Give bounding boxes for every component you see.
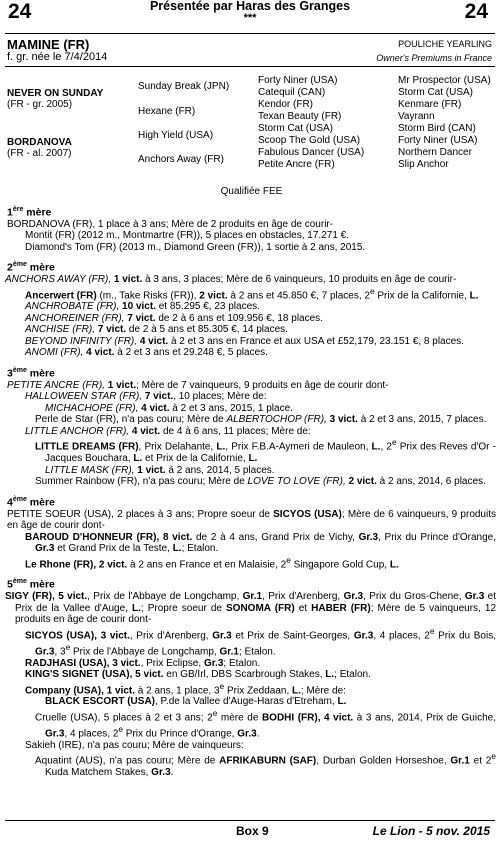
s2-produce: ANOMI (FR), 4 vict. à 2 et 3 ans et 29.248 €, 5 places. [25, 347, 268, 359]
section-1-heading: 1ère mère [7, 205, 52, 218]
s4-dam: PETITE SOEUR (USA), 2 places à 3 ans; Propre soeur de SICYOS (USA); Mère de 6 vainqueurs, 9 produits en âge de courir dont- [7, 508, 496, 532]
s2-produce: BEYOND INFINITY (FR), 4 vict. à 2 et 3 ans en France et aux USA et £52,179, 23.151 €, 8 places. [25, 335, 464, 347]
qualification: Qualifiée FEE [220, 186, 283, 197]
g3sire-2: Storm Cat (USA) [398, 87, 474, 98]
s2-dam: ANCHORS AWAY (FR), 1 vict. à 3 ans, 3 places; Mère de 6 vainqueurs, 10 produits en âge de courir- [5, 274, 457, 285]
gsire-1: Sunday Break (JPN) [138, 81, 230, 92]
g3sire-3: Kenmare (FR) [398, 99, 462, 110]
dam: BORDANOVA [7, 137, 72, 148]
g3sire-5: Storm Bird (CAN) [398, 123, 476, 134]
s4-produce: Le Rhone (FR), 2 vict. à 2 ans en France et en Malaisie, 2e Singapore Gold Cup, L. [25, 554, 399, 570]
dam-sub: (FR - al. 2007) [7, 148, 72, 159]
s2-produce: Ancerwert (FR) (m., Take Risks (FR)), 2 vict. à 2 ans et 45.850 €, 7 places, 2e Prix de la Californie, L. [25, 285, 479, 301]
lot-number-right: 24 [464, 0, 488, 23]
stars: *** [243, 12, 257, 24]
ggsire-3: Kendor (FR) [258, 99, 314, 110]
s2-produce: ANCHISE (FR), 7 vict. de 2 à 5 ans et 85.305 €, 14 places. [25, 324, 288, 336]
s3-grandproduce: Perle de Star (FR), n'a pas couru; Mère de ALBERTOCHOP (FR), 3 vict. à 2 et 3 ans, 2015, 7 places. [35, 414, 487, 426]
s5-grandproduce: BLACK ESCORT (USA), P.de la Vallee d'Auge-Haras d'Etreham, L. [45, 696, 347, 708]
ggsire-4: Texan Beauty (FR) [258, 111, 342, 122]
s1-produce: Diamond's Tom (FR) (2013 m., Diamond Green (FR)), 1 sortie à 2 ans, 2015. [25, 241, 366, 253]
sire-sub: (FR - gr. 2005) [7, 99, 73, 110]
horse-name: MAMINE (FR) [7, 37, 90, 52]
s5-produce: Sakieh (IRE), n'a pas couru; Mère de vainqueurs: [25, 739, 244, 751]
s2-produce: ANCHROBATE (FR), 10 vict. et 85.295 €, 23 places. [25, 301, 260, 313]
g3sire-4: Vayrann [398, 111, 435, 122]
divider [5, 66, 495, 67]
s3-grandproduce: LITTLE MASK (FR), 1 vict. à 2 ans, 2014, 5 places. [45, 464, 275, 476]
section-3-heading: 3ème mère [7, 366, 55, 380]
horse-desc: f. gr. née le 7/4/2014 [7, 51, 108, 63]
section-2-heading: 2ème mère [7, 261, 55, 274]
section-5-heading: 5ème mère [7, 578, 55, 591]
s3-produce: LITTLE ANCHOR (FR), 4 vict. de 4 à 6 ans, 11 places; Mère de: [25, 425, 311, 437]
ggsire-6: Scoop The Gold (USA) [258, 135, 361, 146]
s3-dam: PETITE ANCRE (FR), 1 vict.; Mère de 7 vainqueurs, 9 produits en âge de courir dont- [7, 379, 389, 391]
sire: NEVER ON SUNDAY [7, 88, 104, 99]
box-number: Box 9 [236, 824, 269, 838]
category: POULICHE YEARLING [398, 39, 492, 49]
premiums: Owner's Premiums in France [376, 53, 492, 63]
ggsire-2: Catequil (CAN) [258, 87, 326, 98]
ggsire-8: Petite Ancre (FR) [258, 159, 335, 170]
s2-produce: ANCHOREINER (FR), 7 vict. de 2 à 6 ans et 109.956 €, 18 places. [25, 312, 323, 324]
gsire-2: Hexane (FR) [138, 106, 196, 117]
consignor-title: Présentée par Haras des Granges [149, 0, 351, 13]
g3sire-8: Slip Anchor [398, 159, 449, 170]
s3-produce: HALLOWEEN STAR (FR), 7 vict., 10 places; Mère de: [25, 391, 267, 403]
gsire-4: Anchors Away (FR) [138, 154, 224, 165]
g3sire-7: Northern Dancer [398, 147, 472, 158]
gsire-3: High Yield (USA) [138, 130, 214, 141]
ggsire-1: Forty Niner (USA) [258, 75, 338, 86]
s3-grandproduce: MICHACHOPE (FR), 4 vict. à 2 et 3 ans, 2015, 1 place. [45, 402, 293, 414]
ggsire-7: Fabulous Dancer (USA) [258, 147, 365, 158]
s3-grandproduce: LITTLE DREAMS (FR), Prix Delahante, L., Prix F.B.A-Aymeri de Mauleon, L., 2e Prix des Reves d'Or - Jacques Bouchara, L. et Prix de la Californie, L. [35, 437, 497, 465]
sale-info: Le Lion - 5 nov. 2015 [372, 824, 490, 838]
s1-produce: Montit (FR) (2012 m., Montmartre (FR)), 5 places en obstacles, 17.271 €. [25, 230, 350, 241]
divider [5, 33, 495, 34]
section-4-heading: 4ème mère [7, 495, 55, 509]
divider [5, 820, 495, 821]
catalogue-body [7, 186, 496, 778]
g3sire-6: Forty Niner (USA) [398, 135, 478, 146]
s5-dam: SIGY (FR), 5 vict., Prix de l'Abbaye de Longchamp, Gr.1, Prix d'Arenberg, Gr.3, Prix du Gros-Chene, Gr.3 et Prix de la Vallee d'Auge, L.; Propre soeur de SONOMA (FR) et HABER (FR); Mère de 5 vainqueurs, 12 produits en âge de courir dont- [5, 591, 497, 626]
s1-dam: BORDANOVA (FR), 1 place à 3 ans; Mère de 2 produits en âge de courir- [7, 218, 334, 230]
s4-produce: BAROUD D'HONNEUR (FR), 8 vict. de 2 à 4 ans, Grand Prix de Vichy, Gr.3, Prix du Prince d'Orange, Gr.3 et Grand Prix de la Teste, L.; Etalon. [25, 531, 497, 555]
s5-produce: Company (USA), 1 vict. à 2 ans, 1 place, 3e Prix Zeddaan, L.; Mère de: [25, 680, 346, 696]
s5-produce: SICYOS (USA), 3 vict., Prix d'Arenberg, Gr.3 et Prix de Saint-Georges, Gr.3, 4 places, 2e Prix du Bois, Gr.3, 3e Prix de l'Abbaye de Longchamp, Gr.1; Etalon. [25, 625, 496, 658]
s5-grandproduce: Aquatint (AUS), n'a pas couru; Mère de AFRIKABURN (SAF), Durban Golden Horseshoe, Gr.1 et 2e Kuda Matchem Stakes, Gr.3. [35, 751, 496, 778]
s5-produce: RADJHASI (USA), 3 vict., Prix Eclipse, Gr.3; Etalon. [25, 657, 261, 669]
s5-grandproduce: Cruelle (USA), 5 places à 2 et 3 ans; 2e mère de BODHI (FR), 4 vict. à 3 ans, 2014, Prix de Guiche, Gr.3, 4 places, 2e Prix du Prince d'Orange, Gr.3. [35, 707, 496, 740]
g3sire-1: Mr Prospector (USA) [398, 75, 491, 86]
s5-produce: KING'S SIGNET (USA), 5 vict. en GB/Irl, DBS Scarbrough Stakes, L.; Etalon. [25, 669, 371, 681]
s3-grandproduce: Summer Rainbow (FR), n'a pas couru; Mère de LOVE TO LOVE (FR), 2 vict. à 2 ans, 2014, 6 places. [35, 476, 486, 488]
ggsire-5: Storm Cat (USA) [258, 123, 334, 134]
lot-number-left: 24 [8, 0, 32, 23]
